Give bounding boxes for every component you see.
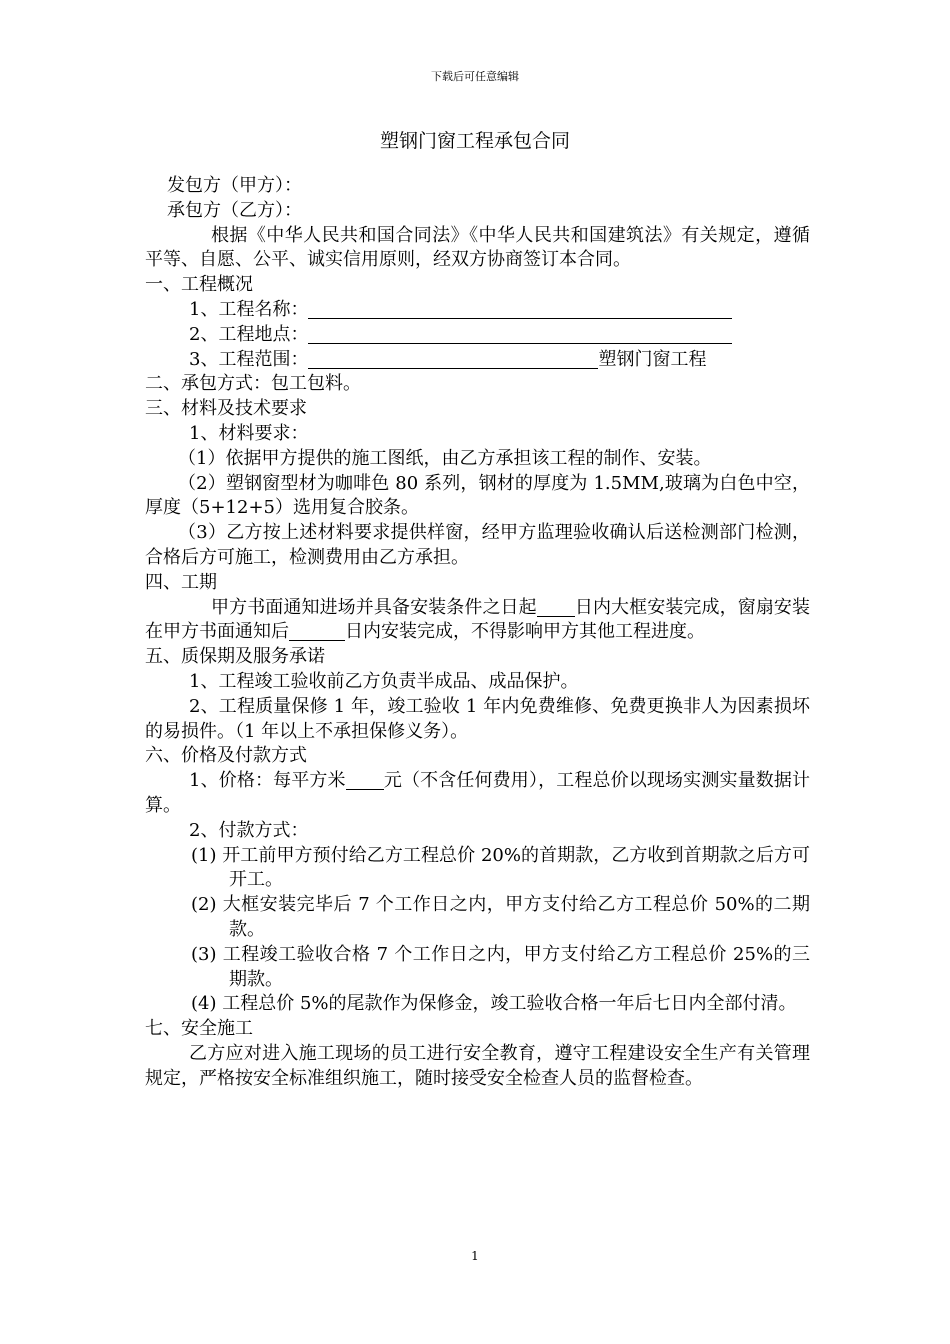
price-text-a: 1、价格：每平方米 (189, 770, 346, 792)
section-6-heading: 六、价格及付款方式 (145, 745, 307, 767)
price-text-b: 元（不含任何费用），工程总价以现场实测实量数据计算。 (145, 770, 811, 816)
schedule-paragraph (145, 596, 810, 646)
sash-days-blank[interactable] (289, 622, 345, 641)
safety-paragraph: 乙方应对进入施工现场的员工进行安全教育，遵守工程建设安全生产有关管理规定，严格按安全标准组织施工，随时接受安全检查人员的监督检查。 (145, 1042, 810, 1089)
project-scope-blank[interactable] (308, 350, 598, 369)
unit-price-blank[interactable] (346, 771, 384, 790)
project-location-label: 2、工程地点： (189, 323, 309, 345)
section-2-heading: 二、承包方式：包工包料。 (145, 373, 361, 395)
section-7-heading: 七、安全施工 (145, 1018, 253, 1040)
project-name-label: 1、工程名称： (189, 298, 309, 320)
section-5-heading: 五、质保期及服务承诺 (145, 646, 325, 668)
warranty-item-2: 2、工程质量保修 1 年，竣工验收 1 年内免费维修、免费更换非人为因素损坏的易损件。（1 年以上不承担保修义务）。 (145, 695, 810, 742)
materials-subheading: 1、材料要求： (189, 422, 309, 444)
project-name-line (145, 298, 810, 323)
document-title: 塑钢门窗工程承包合同 (379, 130, 570, 152)
schedule-text-a: 甲方书面通知进场并具备安装条件之日起 (211, 596, 537, 618)
project-scope-label: 3、工程范围： (189, 348, 309, 370)
price-paragraph (145, 769, 810, 819)
party-b-line: 承包方（乙方）： (167, 199, 302, 221)
page-number: 1 (471, 1249, 479, 1263)
section-1-heading: 一、工程概况 (145, 274, 253, 296)
frame-days-blank[interactable] (537, 598, 575, 617)
project-location-line (145, 323, 810, 348)
payment-item-3: (3) 工程竣工验收合格 7 个工作日之内，甲方支付给乙方工程总价 25%的三期款。 (191, 943, 810, 990)
warranty-item-1: 1、工程竣工验收前乙方负责半成品、成品保护。 (189, 670, 579, 692)
schedule-text-b: 日内大框安装完成，窗扇安装在甲方书面通知后 (145, 596, 811, 643)
section-4-heading: 四、工期 (145, 571, 217, 593)
payment-subheading: 2、付款方式： (189, 819, 309, 841)
materials-item-2: （2）塑钢窗型材为咖啡色 80 系列，钢材的厚度为 1.5MM,玻璃为白色中空，厚度（5+12+5）选用复合胶条。 (145, 472, 810, 519)
page-header: 下载后可任意编辑 (431, 70, 519, 83)
project-location-blank[interactable] (308, 325, 732, 344)
schedule-text-c: 日内安装完成，不得影响甲方其他工程进度。 (345, 621, 705, 643)
materials-item-1: （1）依据甲方提供的施工图纸，由乙方承担该工程的制作、安装。 (178, 447, 712, 469)
section-3-heading: 三、材料及技术要求 (145, 398, 307, 420)
payment-item-1: (1) 开工前甲方预付给乙方工程总价 20%的首期款，乙方收到首期款之后方可开工。 (191, 844, 810, 891)
intro-paragraph: 根据《中华人民共和国合同法》《中华人民共和国建筑法》有关规定，遵循平等、自愿、公平、诚实信用原则，经双方协商签订本合同。 (145, 224, 810, 271)
payment-item-4: (4) 工程总价 5%的尾款作为保修金，竣工验收合格一年后七日内全部付清。 (191, 993, 797, 1015)
party-a-line: 发包方（甲方）： (167, 175, 302, 196)
payment-item-2: (2) 大框安装完毕后 7 个工作日之内，甲方支付给乙方工程总价 50%的二期款。 (191, 894, 810, 940)
contract-body (145, 174, 810, 1091)
project-scope-line (145, 348, 810, 373)
materials-item-3: （3）乙方按上述材料要求提供样窗，经甲方监理验收确认后送检测部门检测，合格后方可施工，检测费用由乙方承担。 (145, 522, 810, 568)
project-name-blank[interactable] (308, 300, 732, 319)
project-scope-suffix: 塑钢门窗工程 (598, 348, 707, 370)
